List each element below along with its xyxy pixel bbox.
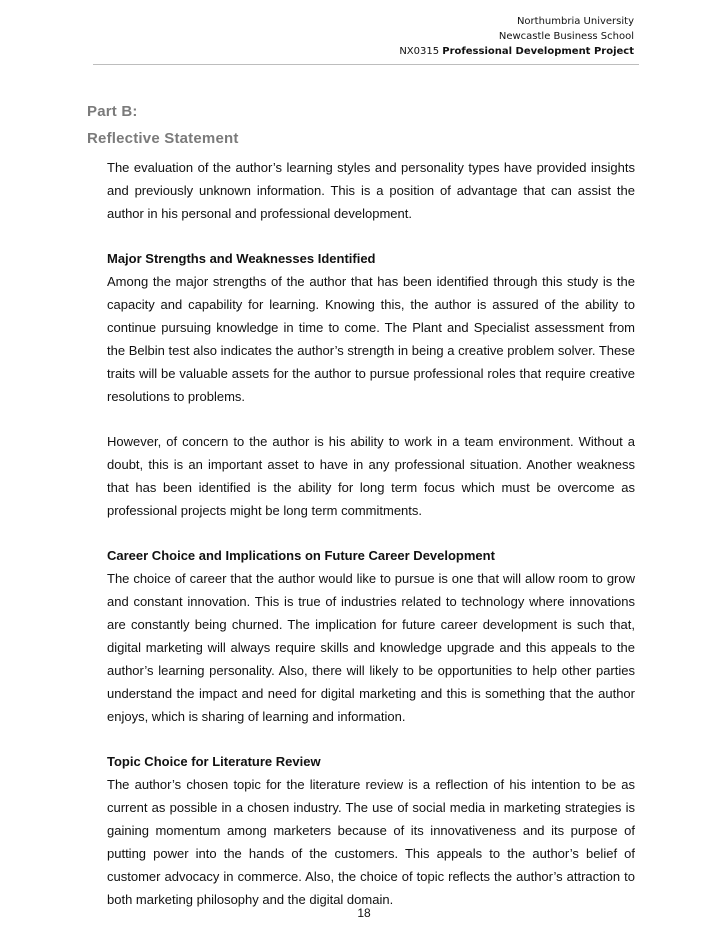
section-paragraph: However, of concern to the author is his ability to work in a team environment. Without a doubt, this is an important asset to have in any professional situation. Another weakness that has been identified is the ability for long term focus which must be overcome as professional projects might be long term commitments. [107,434,635,518]
header-school: Newcastle Business School [498,31,634,42]
page-header [399,14,634,59]
section-career-choice [107,544,635,728]
document-body [107,156,635,911]
header-university: Northumbria University [516,16,634,27]
section-topic-choice [107,750,635,911]
section-paragraph: The author’s chosen topic for the literature review is a reflection of his intention to be as current as possible in a chosen industry. The use of social media in marketing strategies is gaining momentum among marketers because of its innovativeness and its purpose of putting power into the hands of the customers. This appeals to the author’s belief of customer advocacy in commerce. Also, the choice of topic reflects the author’s attraction to both marketing philosophy and the digital domain. [107,777,635,907]
section-strengths-weaknesses [107,247,635,522]
section-heading: Career Choice and Implications on Future Career Development [107,548,495,563]
section-heading: Major Strengths and Weaknesses Identified [107,251,376,266]
intro-paragraph: The evaluation of the author’s learning styles and personality types have provided insights and previously unknown information. This is a position of advantage that can assist the author in his personal and professional development. [107,160,635,221]
part-title: Reflective Statement [87,130,239,147]
header-divider [93,64,639,65]
header-course [399,44,634,59]
header-course-title: Professional Development Project [442,46,634,57]
section-paragraph: The choice of career that the author would like to pursue is one that will allow room to grow and constant innovation. This is true of industries related to technology where innovations are constantly being churned. The implication for future career development is such that, digital marketing will always require skills and knowledge upgrade and this appeals to the author’s learning personality. Also, there will likely to be opportunities to help other parties understand the impact and need for digital marketing and this is something that the author enjoys, which is sharing of learning and information. [107,571,635,724]
header-course-code: NX0315 [399,46,440,57]
section-heading: Topic Choice for Literature Review [107,754,321,769]
section-paragraph: Among the major strengths of the author that has been identified through this study is the capacity and capability for learning. Knowing this, the author is assured of the ability to continue pursuing knowledge in time to come. The Plant and Specialist assessment from the Belbin test also indicates the author’s strength in being a creative problem solver. These traits will be valuable assets for the author to pursue professional roles that require creative resolutions to problems. [107,274,635,404]
part-label: Part B: [87,103,138,120]
page-number: 18 [357,906,371,920]
